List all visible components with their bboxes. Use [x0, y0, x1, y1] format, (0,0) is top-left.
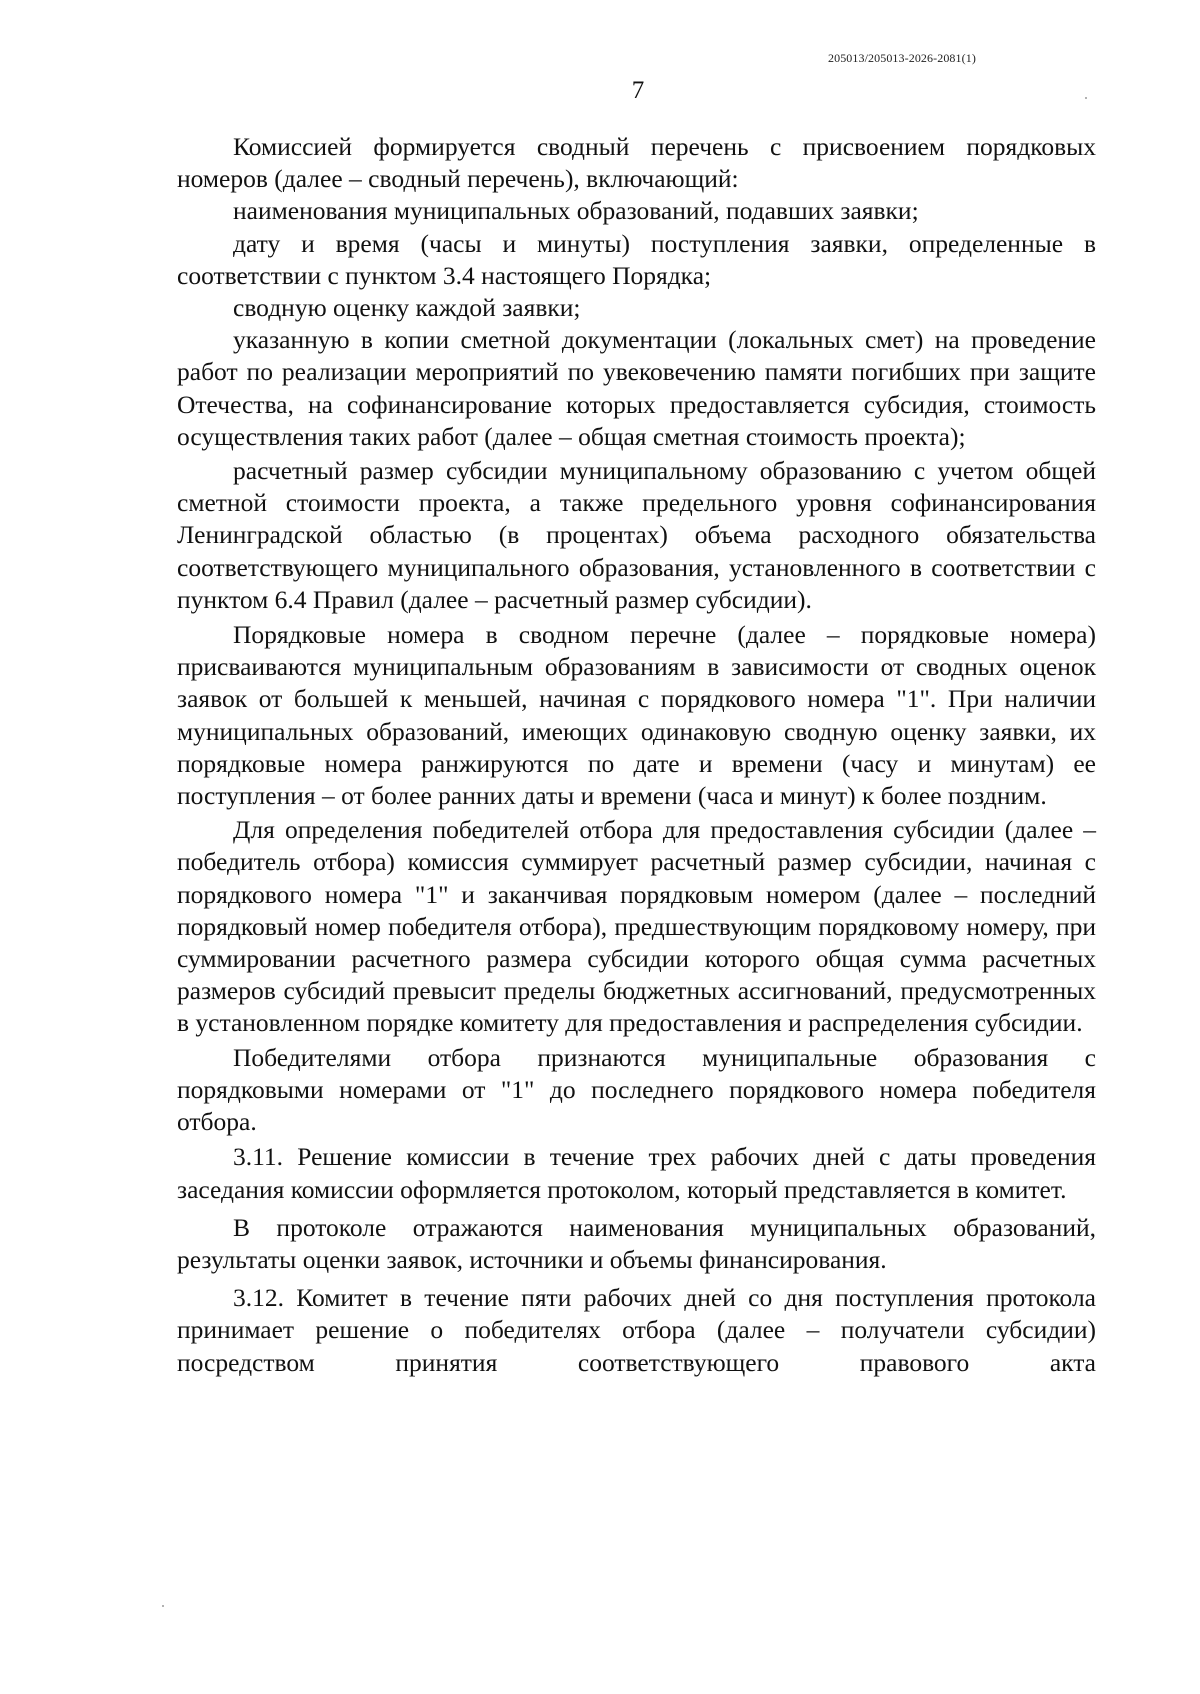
scan-speck	[162, 1605, 164, 1607]
paragraph: расчетный размер субсидии муниципальному образованию с учетом общей сметной стоимости проекта, а также предельного уровня софинансирования Ленинградской областью (в процентах) объема расходного обязательства соответствующего муниципального образования, установленного в соответствии с пунктом 6.4 Правил (далее – расчетный размер субсидии).	[177, 456, 1096, 614]
body-text	[177, 131, 1096, 1379]
page-number: 7	[631, 77, 645, 104]
paragraph: дату и время (часы и минуты) поступления заявки, определенные в соответствии с пунктом 3.4 настоящего Порядка;	[177, 228, 1096, 290]
paragraph: 3.12. Комитет в течение пяти рабочих дней со дня поступления протокола принимает решение о победителях отбора (далее – получатели субсидии) посредством принятия соответствующего правового акта	[177, 1283, 1096, 1377]
paragraph: указанную в копии сметной документации (локальных смет) на проведение работ по реализации мероприятий по увековечению памяти погибших при защите Отечества, на софинансирование которых предоставляется субсидия, стоимость осуществления таких работ (далее – общая сметная стоимость проекта);	[177, 325, 1096, 451]
paragraph: Победителями отбора признаются муниципальные образования с порядковыми номерами от "1" до последнего порядкового номера победителя отбора.	[177, 1042, 1096, 1137]
paragraph: 3.11. Решение комиссии в течение трех рабочих дней с даты проведения заседания комиссии оформляется протоколом, который представляется в комитет.	[177, 1142, 1096, 1204]
paragraph: наименования муниципальных образований, подавших заявки;	[233, 196, 919, 226]
paragraph: В протоколе отражаются наименования муниципальных образований, результаты оценки заявок, источники и объемы финансирования.	[177, 1212, 1096, 1274]
paragraph: Комиссией формируется сводный перечень с присвоением порядковых номеров (далее – сводный перечень), включающий:	[177, 132, 1096, 194]
document-id: 205013/205013-2026-2081(1)	[828, 51, 976, 65]
scan-speck	[1085, 97, 1087, 99]
paragraph: сводную оценку каждой заявки;	[233, 293, 581, 323]
paragraph: Для определения победителей отбора для предоставления субсидии (далее – победитель отбора) комиссия суммирует расчетный размер субсидии, начиная с порядкового номера "1" и заканчивая порядковым номером (далее – последний порядковый номер победителя отбора), предшествующим порядковому номеру, при суммировании расчетного размера субсидии которого общая сумма расчетных размеров субсидий превысит пределы бюджетных ассигнований, предусмотренных в установленном порядке комитету для предоставления и распределения субсидии.	[177, 815, 1096, 1038]
paragraph: Порядковые номера в сводном перечне (далее – порядковые номера) присваиваются муниципальным образованиям в зависимости от сводных оценок заявок от большей к меньшей, начиная с порядкового номера "1". При наличии муниципальных образований, имеющих одинаковую сводную оценку заявки, их порядковые номера ранжируются по дате и времени (часу и минутам) ее поступления – от более ранних даты и времени (часа и минут) к более поздним.	[177, 620, 1096, 811]
